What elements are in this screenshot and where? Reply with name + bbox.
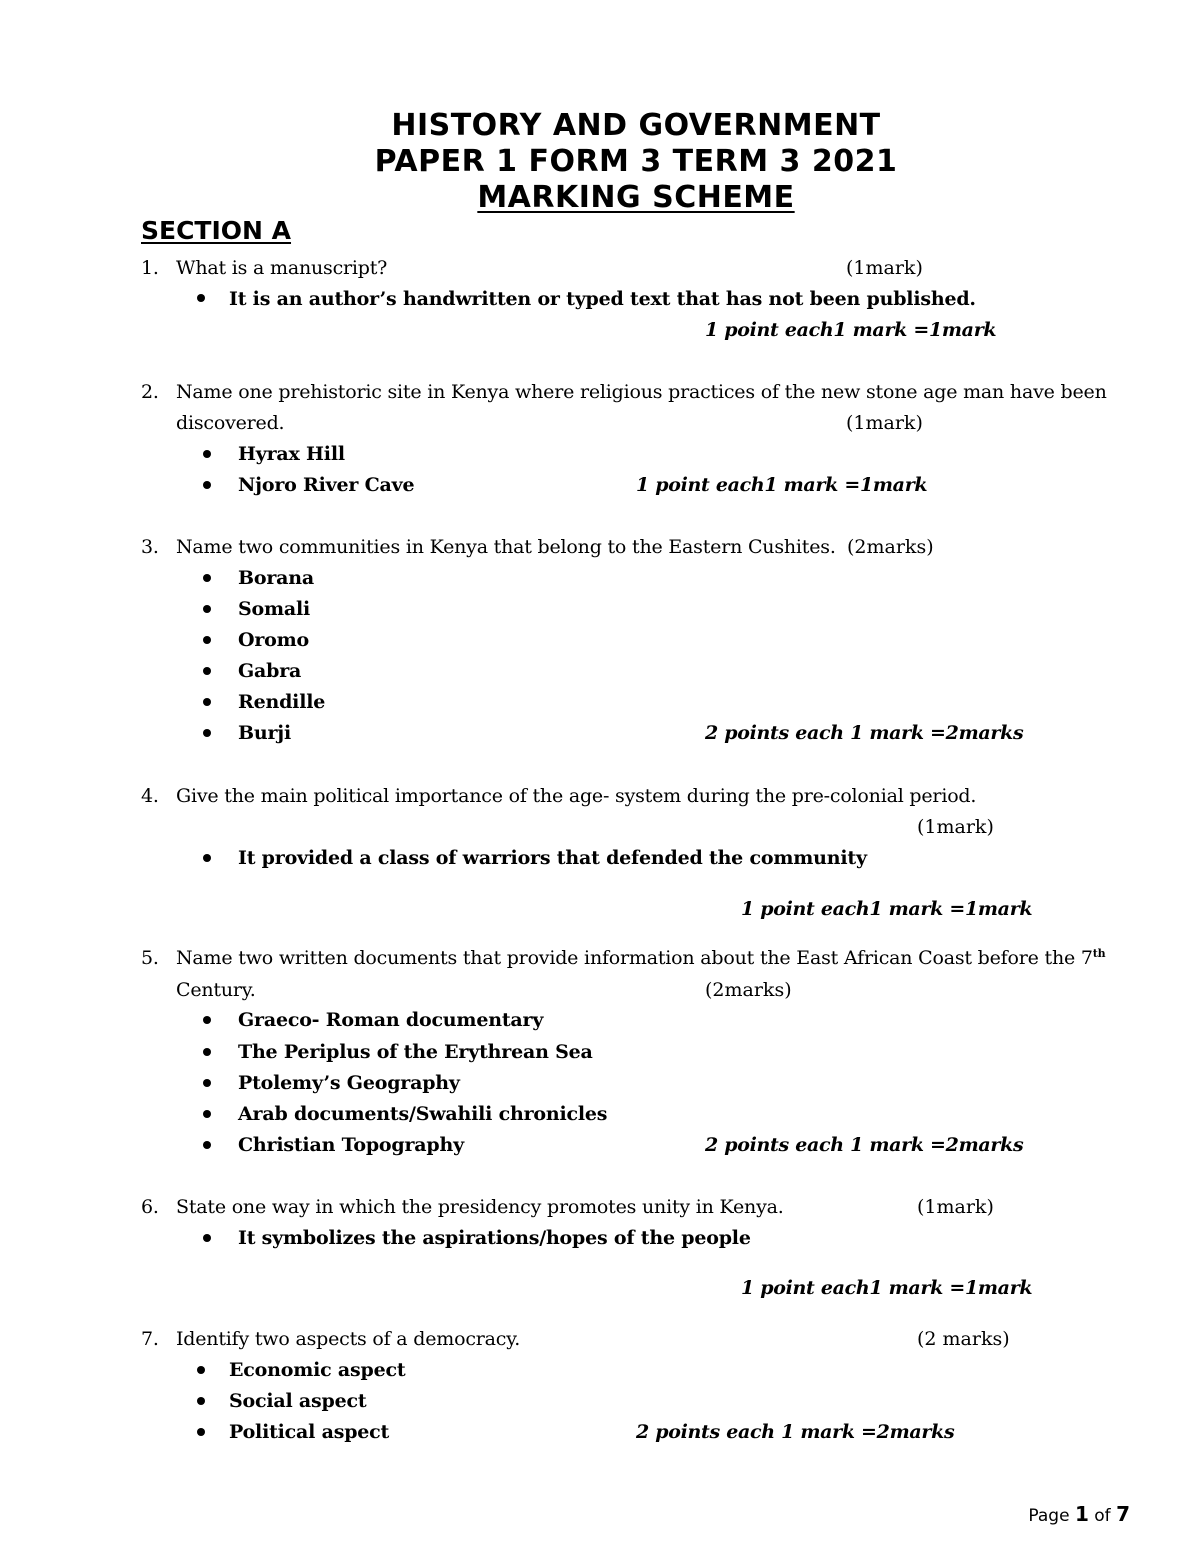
bullet-icon: [197, 1397, 205, 1405]
question-marks: (2marks): [847, 536, 934, 558]
question-marks: (1mark): [917, 1196, 994, 1218]
question-text: Name two written documents that provide information about the East African Coast before the 7: [176, 947, 1093, 969]
bullet-icon: [203, 1016, 211, 1024]
answer-item: Political aspect: [229, 1421, 390, 1443]
question-marks: (1mark): [846, 412, 923, 434]
answer-item: It symbolizes the aspirations/hopes of the people: [238, 1227, 751, 1249]
answer-item: Graeco- Roman documentary: [238, 1009, 544, 1031]
bullet-icon: [203, 481, 211, 489]
superscript: th: [1092, 947, 1106, 960]
answer-item: Arab documents/Swahili chronicles: [238, 1103, 608, 1125]
bullet-icon: [203, 667, 211, 675]
bullet-icon: [203, 854, 211, 862]
page-total: 7: [1116, 1502, 1130, 1526]
document-heading: MARKING SCHEME: [477, 180, 795, 215]
question-number: 4.: [141, 785, 159, 807]
question-number: 2.: [141, 381, 159, 403]
scoring-note: 2 points each 1 mark =2marks: [705, 1134, 1024, 1156]
scoring-note: 1 point each1 mark =1mark: [741, 1277, 1033, 1299]
answer-item: Borana: [238, 567, 314, 589]
answer-item: Burji: [238, 722, 291, 744]
document-subtitle: PAPER 1 FORM 3 TERM 3 2021: [374, 144, 898, 179]
question-marks: (1mark): [846, 257, 923, 279]
bullet-icon: [203, 1141, 211, 1149]
answer-item: The Periplus of the Erythrean Sea: [238, 1041, 593, 1063]
page-number: 1: [1074, 1502, 1089, 1526]
answer-item: Njoro River Cave: [238, 474, 415, 496]
answer-item: Rendille: [238, 691, 326, 713]
answer-item: Gabra: [238, 660, 302, 682]
bullet-icon: [203, 698, 211, 706]
question-number: 6.: [141, 1196, 159, 1218]
question-text-continued: Century.: [176, 979, 256, 1001]
question-text: What is a manuscript?: [176, 257, 388, 279]
bullet-icon: [203, 1110, 211, 1118]
question-number: 7.: [141, 1328, 159, 1350]
question-marks: (1mark): [917, 816, 994, 838]
answer-item: It provided a class of warriors that defended the community: [238, 847, 867, 869]
question-text: Name two communities in Kenya that belong to the Eastern Cushites.: [176, 536, 836, 558]
section-title: SECTION A: [141, 216, 292, 245]
bullet-icon: [203, 1079, 211, 1087]
question-text: Identify two aspects of a democracy.: [176, 1328, 521, 1350]
bullet-icon: [203, 574, 211, 582]
answer-item: Oromo: [238, 629, 310, 651]
bullet-icon: [203, 1048, 211, 1056]
answer-item: Hyrax Hill: [238, 443, 345, 465]
bullet-icon: [203, 636, 211, 644]
answer-item: Economic aspect: [229, 1359, 406, 1381]
scoring-note: 2 points each 1 mark =2marks: [705, 722, 1024, 744]
document-title: HISTORY AND GOVERNMENT: [391, 108, 881, 143]
question-number: 1.: [141, 257, 159, 279]
scoring-note: 1 point each1 mark =1mark: [741, 898, 1033, 920]
question-number: 5.: [141, 947, 159, 969]
question-text-continued: discovered.: [176, 412, 285, 434]
question-number: 3.: [141, 536, 159, 558]
of-label: of: [1094, 1506, 1111, 1526]
scoring-note: 2 points each 1 mark =2marks: [636, 1421, 955, 1443]
question-text: State one way in which the presidency promotes unity in Kenya.: [176, 1196, 784, 1218]
bullet-icon: [203, 605, 211, 613]
bullet-icon: [203, 450, 211, 458]
question-text: Give the main political importance of the age- system during the pre-colonial period.: [176, 785, 977, 807]
answer-item: Christian Topography: [238, 1134, 464, 1156]
bullet-icon: [203, 729, 211, 737]
answer-item: It is an author’s handwritten or typed text that has not been published.: [229, 288, 976, 310]
bullet-icon: [203, 1234, 211, 1242]
question-marks: (2 marks): [917, 1328, 1010, 1350]
answer-item: Ptolemy’s Geography: [238, 1072, 460, 1094]
scoring-note: 1 point each1 mark =1mark: [636, 474, 928, 496]
page-label: Page: [1028, 1506, 1070, 1526]
answer-item: Social aspect: [229, 1390, 367, 1412]
scoring-note: 1 point each1 mark =1mark: [705, 319, 997, 341]
bullet-icon: [197, 1428, 205, 1436]
question-text: Name one prehistoric site in Kenya where religious practices of the new stone age man have been: [176, 381, 1107, 403]
answer-item: Somali: [238, 598, 311, 620]
page-footer: [1028, 1502, 1130, 1528]
bullet-icon: [197, 1366, 205, 1374]
bullet-icon: [197, 294, 205, 302]
question-marks: (2marks): [705, 979, 792, 1001]
